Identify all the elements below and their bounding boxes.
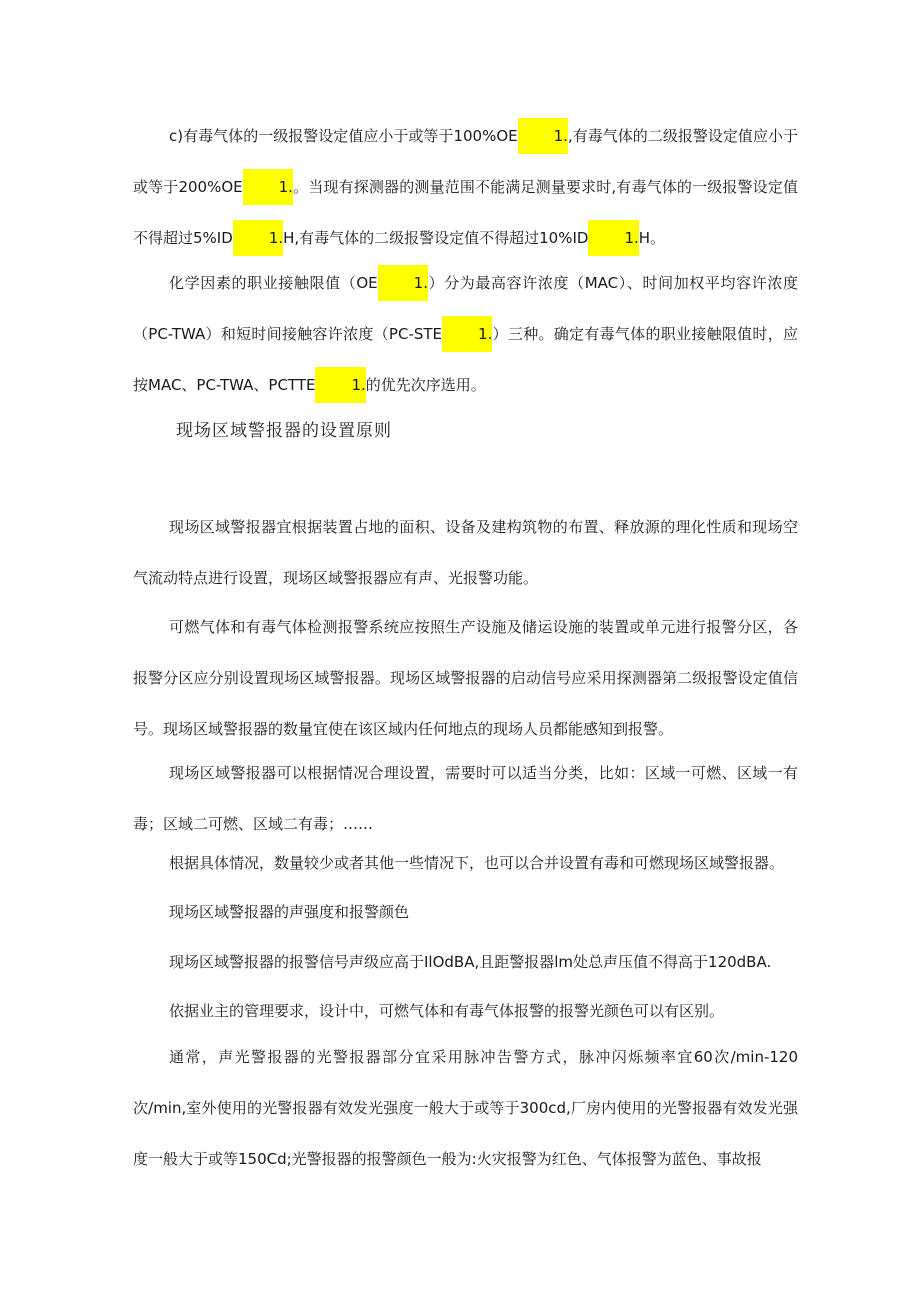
highlight-mark: 1. [378,265,428,301]
paragraph-classification: 现场区域警报器可以根据情况合理设置，需要时可以适当分类，比如：区域一可燃、区域一有毒；区域二可燃、区域二有毒；…… [133,764,798,833]
highlight-mark: 1. [442,316,492,352]
text-run: ,有毒气体的二级报警设定值应小于或等于200%OE [133,127,798,196]
text-run: ）分为最高容许浓度（MAC）、时间加权平均容许浓度（PC-TWA）和短时间接触容许浓度（PC-STE [133,274,798,343]
paragraph-placement-basis: 现场区域警报器宜根据装置占地的面积、设备及建构筑物的布置、释放源的理化性质和现场空气流动特点进行设置，现场区域警报器应有声、光报警功能。 [133,518,798,587]
paragraph-sound-level: 现场区域警报器的报警信号声级应高于IlOdBA,且距警报器lm处总声压值不得高于120dBA. [169,953,772,971]
text-run: c)有毒气体的一级报警设定值应小于或等于100%OE [169,127,518,145]
highlight-mark: 1. [588,220,638,256]
text-run: H。 [638,229,666,247]
highlight-mark: 1. [243,169,293,205]
paragraph-subheading-sound-color: 现场区域警报器的声强度和报警颜色 [169,903,410,921]
text-run: 。当现有探测器的测量范围不能满足测量要求时,有毒气体的一级报警设定值不得超过5%ID [133,178,798,247]
paragraph-alarm-setpoints [133,111,798,264]
text-run: H,有毒气体的二级报警设定值不得超过10%ID [283,229,589,247]
paragraph-alarm-zones: 可燃气体和有毒气体检测报警系统应按照生产设施及储运设施的装置或单元进行报警分区，各报警分区应分别设置现场区域警报器。现场区域警报器的启动信号应采用探测器第二级报警设定值信号。现场区域警报器的数量宜使在该区域内任何地点的现场人员都能感知到报警。 [133,618,798,738]
text-run: 化学因素的职业接触限值（OE [169,274,378,292]
paragraph-light-color: 依据业主的管理要求，设计中，可燃气体和有毒气体报警的报警光颜色可以有区别。 [169,1002,725,1020]
section-heading: 现场区域警报器的设置原则 [176,421,392,441]
paragraph-combined-setup: 根据具体情况，数量较少或者其他一些情况下，也可以合并设置有毒和可燃现场区域警报器。 [169,854,785,872]
text-run: 的优先次序选用。 [365,376,486,394]
text-run: ）三种。确定有毒气体的职业接触限值时，应按MAC、PC-TWA、PCTTE [133,325,798,394]
highlight-mark: 1. [233,220,283,256]
paragraph-light-specs: 通常，声光警报器的光警报器部分宜采用脉冲告警方式，脉冲闪烁频率宜60次/min-120次/min,室外使用的光警报器有效发光强度一般大于或等于300cd,厂房内使用的光警报器有效发光强度一般大于或等150Cd;光警报器的报警颜色一般为:火灾报警为红色、气体报警为蓝色、事故报 [133,1048,798,1168]
highlight-mark: 1. [518,118,568,154]
highlight-mark: 1. [315,367,365,403]
paragraph-exposure-limits [133,258,798,411]
